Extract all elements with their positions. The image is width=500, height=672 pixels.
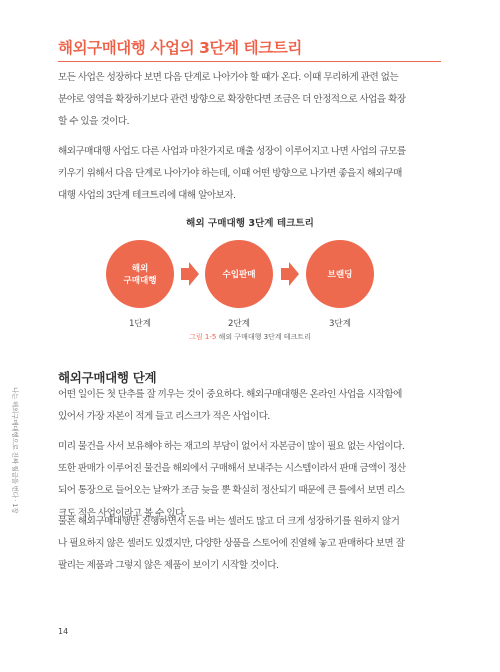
step-1-label [102,263,178,287]
text-line: 물론 해외구매대행만 진행하면서 돈을 버는 셀러도 많고 더 크게 성장하기를 원하지 않거 [58,516,400,527]
title-underline [58,61,441,62]
text-line: 분야로 영역을 확장하기보다 관련 방향으로 확장한다면 조금은 더 안정적으로 사업을 확장 [58,94,406,106]
step-3-number: 3단계 [328,319,352,329]
arrow-right-icon [181,262,199,286]
section-title: 해외구매대행 사업의 3단계 테크트리 [58,39,302,57]
step-3-label: 브랜딩 [327,270,353,280]
figure-caption [58,332,442,342]
text-line: 어떤 일이든 첫 단추를 잘 끼우는 것이 중요하다. 해외구매대행은 온라인 사업을 시작함에 [58,389,402,400]
text-line: 또한 판매가 이루어진 물건을 해외에서 구매해서 보내주는 시스템이라서 판매 금액이 정산 [58,463,406,475]
diagram-title: 해외 구매대행 3단계 테크트리 [186,218,314,229]
text-line: 팔리는 제품과 그렇지 않은 제품이 보이기 시작할 것이다. [58,560,279,572]
text-line: 크도 적은 사업이라고 볼 수 있다. [58,507,187,519]
step-1-label-line2: 구매대행 [123,276,157,286]
text-line: 미리 물건을 사서 보유해야 하는 재고의 부담이 없어서 자본금이 많이 필요 없는 사업이다. [58,441,405,452]
step-1-label-line1: 해외 [131,264,149,274]
body-paragraph-1 [58,384,442,428]
arrow-right-icon [281,262,299,286]
text-line: 해외구매대행 사업도 다른 사업과 마찬가지로 매출 성장이 이루어지고 나면 사업의 규모를 [58,146,406,157]
step-2-label: 수입판매 [222,270,256,280]
figure-caption-text: 해외 구매대행 3단계 테크트리 [218,333,311,341]
step-2-number: 2단계 [227,319,251,329]
page-number: 14 [58,627,69,636]
intro-paragraph-2 [58,141,442,208]
text-line: 되어 통장으로 들어오는 날짜가 조금 늦을 뿐 확실히 정산되기 때문에 큰 틀에서 보면 리스 [58,485,405,497]
subsection-title: 해외구매대행 단계 [58,370,157,385]
text-line: 모든 사업은 성장하다 보면 다음 단계로 나아가야 할 때가 온다. 이때 무리하게 관련 없는 [58,72,399,83]
text-line: 나 필요하지 않은 셀러도 있겠지만, 다양한 상품을 스토어에 진열해 놓고 판매하다 보면 잘 [58,538,405,550]
text-line: 대행 사업의 3단계 테크트리에 대해 알아보자. [58,190,236,202]
text-line: 있어서 가장 자본이 적게 들고 리스크가 적은 사업이다. [58,411,270,423]
intro-paragraph-1 [58,67,442,134]
body-paragraph-3 [58,511,442,578]
step-1-number: 1단계 [128,319,152,329]
figure-number: 그림 1-5 [189,333,217,341]
running-head: 나는 해외구매대행으로 진짜 월급을 번다 · 1장 [11,387,19,514]
text-line: 키우기 위해서 다음 단계로 나아가야 하는데, 이때 어떤 방향으로 나가면 좋을지 해외구매 [58,168,402,180]
text-line: 할 수 있을 것이다. [58,116,130,128]
